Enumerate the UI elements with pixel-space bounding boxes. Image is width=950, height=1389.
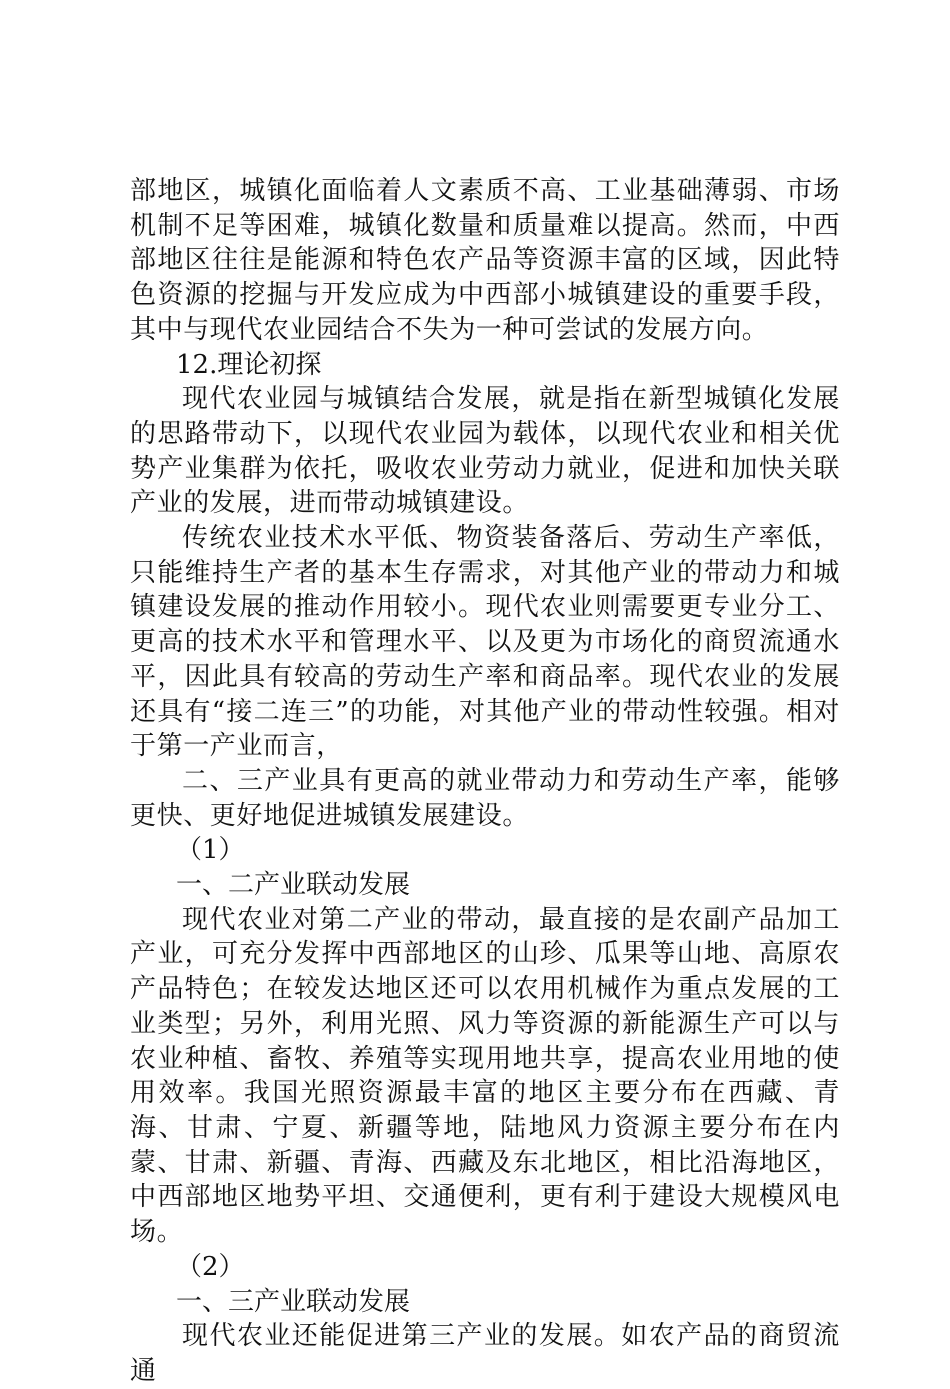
paragraph-continuation: 部地区，城镇化面临着人文素质不高、工业基础薄弱、市场机制不足等困难，城镇化数量和质量难以提高。然而，中西部地区往往是能源和特色农产品等资源丰富的区域，因此特色资源的挖掘与开发应成为中西部小城镇建设的重要手段，其中与现代农业园结合不失为一种可尝试的发展方向。 [130, 176, 840, 345]
subheading-primary-tertiary: 一、三产业联动发展 [176, 1286, 411, 1317]
paragraph-traditional-vs-modern: 传统农业技术水平低、物资装备落后、劳动生产率低，只能维持生产者的基本生存需求，对其他产业的带动力和城镇建设发展的推动作用较小。现代农业则需要更专业分工、更高的技术水平和管理水平、以及更为市场化的商贸流通水平，因此具有较高的劳动生产率和商品率。现代农业的发展还具有“接二连三”的功能，对其他产业的带动性较强。相对于第一产业而言， [130, 523, 840, 762]
paragraph-tertiary-industry: 现代农业还能促进第三产业的发展。如农产品的商贸流通 [130, 1321, 840, 1386]
paragraph-secondary-industry: 现代农业对第二产业的带动，最直接的是农副产品加工产业，可充分发挥中西部地区的山珍、瓜果等山地、高原农产品特色；在较发达地区还可以农用机械作为重点发展的工业类型；另外，利用光照、风力等资源的新能源生产可以与农业种植、畜牧、养殖等实现用地共享，提高农业用地的使用效率。我国光照资源最丰富的地区主要分布在西藏、青海、甘肃、宁夏、新疆等地，陆地风力资源主要分布在内蒙、甘肃、新疆、青海、西藏及东北地区，相比沿海地区，中西部地区地势平坦、交通便利，更有利于建设大规模风电场。 [130, 904, 840, 1248]
item-number-2: （2） [176, 1251, 245, 1282]
item-number-1: （1） [176, 835, 245, 866]
section-heading-theory: 12.理论初探 [176, 349, 322, 380]
paragraph-definition: 现代农业园与城镇结合发展，就是指在新型城镇化发展的思路带动下，以现代农业园为载体，以现代农业和相关优势产业集群为依托，吸收农业劳动力就业，促进和加快关联产业的发展，进而带动城镇建设。 [130, 384, 840, 519]
paragraph-secondary-tertiary: 二、三产业具有更高的就业带动力和劳动生产率，能够更快、更好地促进城镇发展建设。 [130, 765, 840, 831]
subheading-primary-secondary: 一、二产业联动发展 [176, 870, 411, 901]
document-body [130, 174, 840, 1389]
